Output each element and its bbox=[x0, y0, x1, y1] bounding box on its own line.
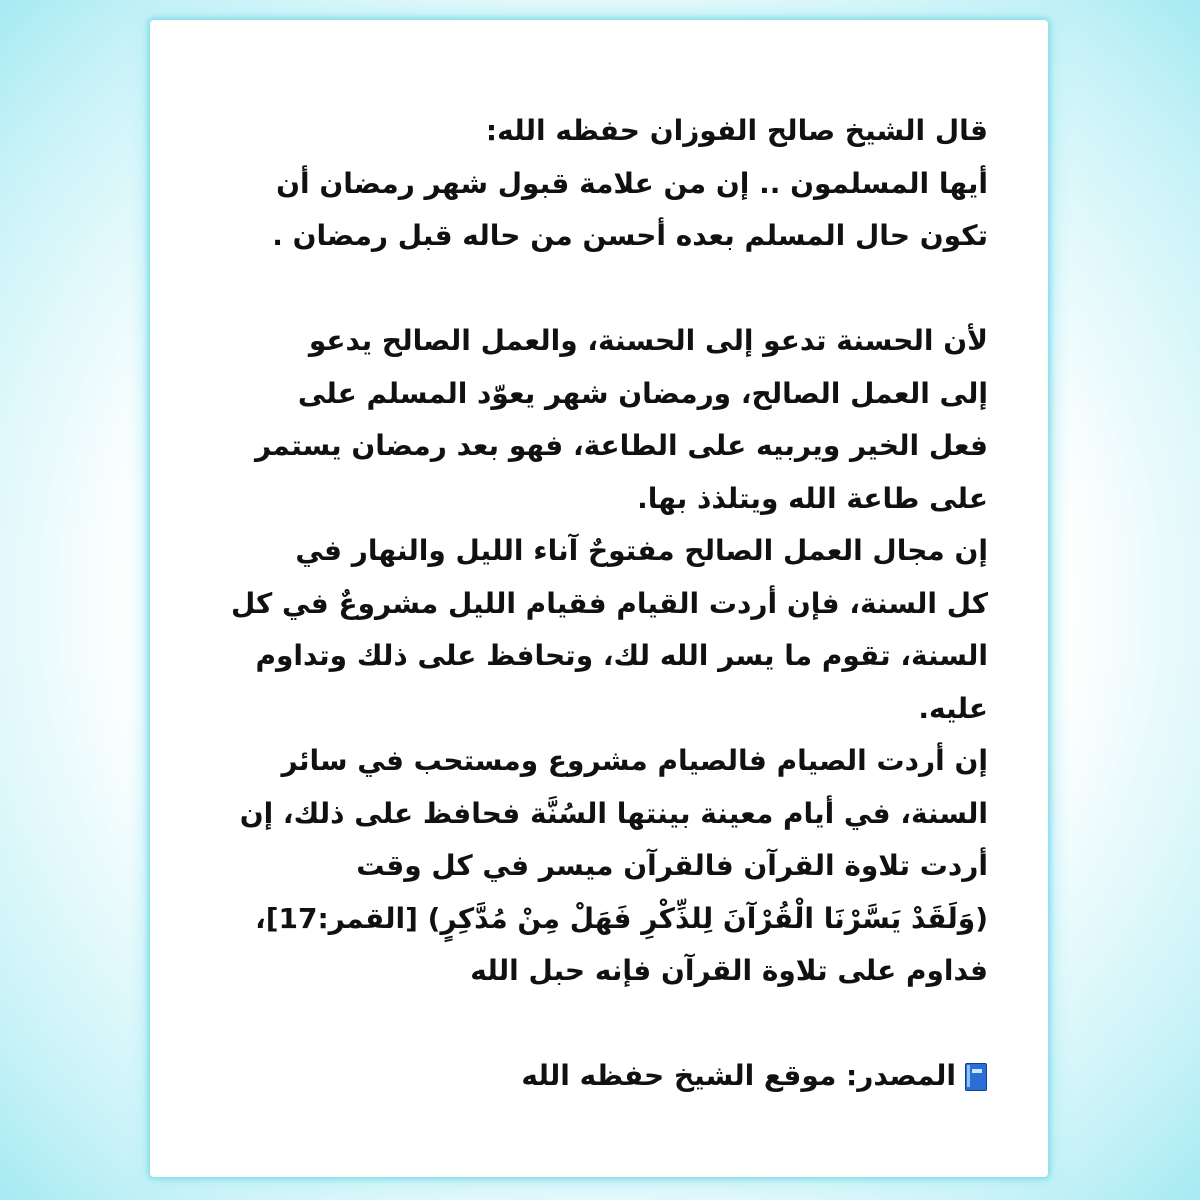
source-line bbox=[228, 1050, 988, 1103]
text-line: إن أردت الصيام فالصيام مشروع ومستحب في سائر bbox=[281, 744, 988, 777]
text-line: فعل الخير ويربيه على الطاعة، فهو بعد رمضان يستمر bbox=[255, 429, 988, 462]
text-line: أردت تلاوة القرآن فالقرآن ميسر في كل وقت bbox=[356, 849, 988, 882]
text-line: أيها المسلمون .. إن من علامة قبول شهر رمضان أن bbox=[276, 166, 988, 200]
document-heading: قال الشيخ صالح الفوزان حفظه الله: bbox=[485, 114, 988, 147]
text-line: فداوم على تلاوة القرآن فإنه حبل الله bbox=[470, 954, 988, 987]
text-line: إلى العمل الصالح، ورمضان شهر يعوّد المسلم على bbox=[297, 376, 988, 410]
text-line: السنة، تقوم ما يسر الله لك، وتحافظ على ذلك وتداوم bbox=[255, 639, 988, 672]
text-line: لأن الحسنة تدعو إلى الحسنة، والعمل الصالح يدعو bbox=[308, 324, 988, 357]
source-text: المصدر: موقع الشيخ حفظه الله bbox=[521, 1059, 956, 1092]
text-line: عليه. bbox=[918, 691, 988, 725]
document-body bbox=[228, 105, 988, 1103]
paragraph-gap bbox=[228, 998, 988, 1051]
text-line: تكون حال المسلم بعده أحسن من حاله قبل رمضان . bbox=[272, 219, 988, 252]
blue-book-icon bbox=[962, 1061, 988, 1091]
document-card bbox=[150, 20, 1048, 1177]
text-line: على طاعة الله ويتلذذ بها. bbox=[637, 481, 988, 515]
paragraph-gap bbox=[228, 263, 988, 316]
quran-verse-line: (وَلَقَدْ يَسَّرْنَا الْقُرْآنَ لِلذِّكْرِ فَهَلْ مِنْ مُدَّكِرٍ) [القمر:17]، bbox=[255, 901, 988, 935]
text-line: إن مجال العمل الصالح مفتوحٌ آناء الليل والنهار في bbox=[295, 534, 988, 567]
text-line: السنة، في أيام معينة بينتها السُنَّة فحافظ على ذلك، إن bbox=[239, 796, 988, 830]
text-line: كل السنة، فإن أردت القيام فقيام الليل مشروعٌ في كل bbox=[231, 586, 988, 620]
